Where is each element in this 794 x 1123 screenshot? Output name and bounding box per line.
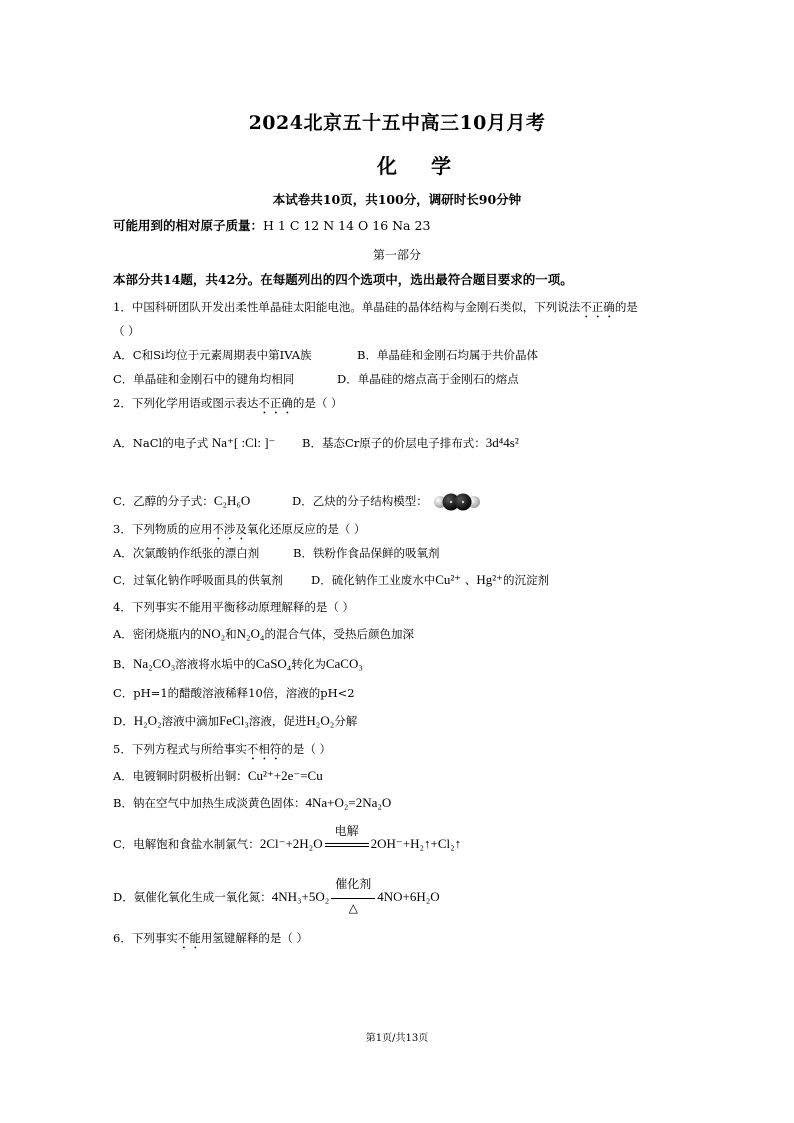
q2-stem-end: 的是（ ）: [292, 396, 343, 410]
caso4-formula: CaSO₄: [255, 656, 292, 671]
electrolysis-products: 2OH⁻+H₂↑+Cl₂↑: [370, 836, 462, 851]
q3-option-a: A．次氯酸钠作纸张的漂白剂: [113, 546, 260, 560]
part-instructions: 本部分共14题，共42分。在每题列出的四个选项中，选出最符合题目要求的一项。: [113, 272, 573, 287]
exam-info: 本试卷共10页，共100分，调研时长90分钟: [272, 192, 522, 207]
q3-option-d: [311, 572, 549, 588]
q2-option-c: [113, 493, 250, 509]
no2-formula: NO₂: [201, 626, 226, 641]
cu-ion: Cu²⁺: [435, 572, 462, 587]
q3-emphasis: 不涉及: [212, 522, 247, 536]
hg-ion: Hg²⁺: [476, 572, 503, 587]
q2-stem-text: 2．下列化学用语或图示表达: [113, 396, 259, 410]
q5-stem-end: 的是（ ）: [281, 742, 331, 756]
q1-option-b: B．单晶硅和金刚石均属于共价晶体: [357, 348, 538, 362]
subject-title: 化学: [377, 154, 485, 178]
question-6-stem: [113, 930, 308, 952]
q5-stem-text: 5．下列方程式与所给事实: [113, 742, 247, 756]
q1-option-a: A．C和Si均位于元素周期表中第IVA族: [113, 348, 312, 362]
q4-option-c: C．pH=1的醋酸溶液稀释10倍，溶液的pH<2: [113, 686, 355, 700]
q1-option-c: C．单晶硅和金刚石中的键角均相同: [113, 372, 295, 386]
q3-option-c: C．过氧化钠作呼吸面具的供氧剂: [113, 573, 283, 587]
q4-option-d-text: D．: [113, 714, 134, 728]
ethanol-formula: C₂H₆O: [213, 493, 251, 508]
catalyst-condition: 催化剂: [335, 877, 372, 891]
q1-emphasis: 不正确: [580, 300, 615, 314]
q4-option-a-end: 的混合气体，受热后颜色加深: [264, 627, 414, 641]
page-number: 第1页/共13页: [365, 1033, 429, 1044]
q5-option-a-label: A．电镀铜时阴极析出铜：: [113, 769, 248, 783]
fecl3-formula: FeCl₃: [219, 713, 249, 728]
q4-option-d-mid: 溶液中滴加: [161, 714, 220, 728]
q2-emphasis: 不正确: [258, 396, 293, 410]
electrolysis-reactants: 2Cl⁻+2H₂O: [259, 836, 323, 851]
q2-option-b-label: B．基态Cr原子的价层电子排布式：: [302, 436, 486, 450]
q4-option-b-mid: 溶液将水垢中的: [175, 657, 256, 671]
q6-stem-text: 6．下列事实: [113, 931, 178, 945]
question-2-stem: [113, 395, 342, 417]
electrolysis-condition: 电解: [334, 824, 359, 838]
q2-option-c-label: C．乙醇的分子式：: [113, 494, 214, 508]
question-3-stem: [113, 521, 365, 543]
q2-option-b: [302, 435, 519, 451]
q3-option-d-sep: 、: [461, 573, 477, 587]
q4-option-b-mid2: 转化为: [291, 657, 326, 671]
part-title: 第一部分: [372, 248, 421, 262]
q2-option-a-label: A．NaCl的电子式: [113, 436, 209, 450]
q5-emphasis: 不相符: [246, 742, 282, 756]
q5-option-b-label: B．钠在空气中加热生成淡黄色固体：: [113, 796, 306, 810]
q4-option-b: [113, 656, 363, 672]
ammonia-oxidation-products: 4NO+6H₂O: [377, 889, 440, 904]
nacl-electron-formula: Na⁺[ :Cl: ]⁻: [211, 435, 276, 450]
atomic-mass-values: H 1 C 12 N 14 O 16 Na 23: [263, 218, 431, 233]
q6-stem-end: 用氢键解释的是（ ）: [200, 931, 308, 945]
q1-answer-paren: （ ）: [113, 324, 140, 338]
exam-title: 2024北京五十五中高三10月月考: [248, 112, 546, 134]
atomic-mass-line: [113, 218, 430, 234]
question-5-stem: [113, 741, 331, 763]
heat-condition-icon: △: [348, 901, 358, 915]
n2o4-formula: N₂O₄: [236, 626, 265, 641]
h2o2-formula-2: H₂O₂: [306, 713, 335, 728]
q3-option-d-end: 的沉淀剂: [502, 573, 549, 587]
q4-option-d: [113, 713, 357, 729]
q4-option-a-and: 和: [225, 627, 237, 641]
q4-option-d-mid2: 溶液，促进: [248, 714, 307, 728]
q2-option-d: [292, 493, 481, 511]
atomic-mass-label: 可能用到的相对原子质量：: [113, 218, 264, 233]
electrolysis-condition-sign: [325, 824, 369, 853]
q3-stem-text: 3．下列物质的应用: [113, 522, 213, 536]
q4-option-b-text: B．: [113, 657, 133, 671]
catalyst-condition-sign: [331, 877, 375, 915]
q4-option-a-text: A．密闭烧瓶内的: [113, 627, 202, 641]
q1-option-d: D．单晶硅的熔点高于金刚石的熔点: [337, 372, 519, 386]
q3-option-d-text: D．硫化钠作工业废水中: [311, 573, 436, 587]
cr-electron-config: 3d⁴4s²: [485, 435, 519, 450]
q4-option-a: [113, 626, 414, 642]
q5-option-b: [113, 795, 391, 811]
q2-option-a: [113, 435, 275, 451]
question-1-stem: [113, 299, 638, 321]
q3-stem-end: 氧化还原反应的是（ ）: [246, 522, 366, 536]
acetylene-model-icon: [433, 493, 481, 511]
q1-stem-text: 1．中国科研团队开发出柔性单晶硅太阳能电池。单晶硅的晶体结构与金刚石类似，下列说法: [113, 300, 581, 314]
q5-option-d-label: D．氨催化氧化生成一氧化氮：: [113, 890, 272, 904]
ammonia-oxidation-reactants: 4NH₃+5O₂: [271, 889, 330, 904]
copper-deposition-equation: Cu²⁺+2e⁻=Cu: [247, 768, 323, 783]
q6-emphasis: 不能: [177, 931, 201, 945]
q5-option-c: [113, 824, 462, 853]
question-4-stem: 4．下列事实不能用平衡移动原理解释的是（ ）: [113, 600, 354, 614]
q4-option-d-end: 分解: [334, 714, 358, 728]
q2-option-d-label: D．乙炔的分子结构模型：: [292, 494, 428, 508]
q1-stem-end: 的是: [614, 300, 638, 314]
na2co3-formula: Na₂CO₃: [132, 656, 176, 671]
h2o2-formula: H₂O₂: [133, 713, 162, 728]
caco3-formula: CaCO₃: [325, 656, 363, 671]
q5-option-a: [113, 768, 323, 784]
q3-option-b: B．铁粉作食品保鲜的吸氧剂: [293, 546, 440, 560]
q5-option-c-label: C．电解饱和食盐水制氯气：: [113, 837, 260, 851]
sodium-oxidation-equation: 4Na+O₂=2Na₂O: [305, 795, 392, 810]
q5-option-d: [113, 877, 440, 915]
